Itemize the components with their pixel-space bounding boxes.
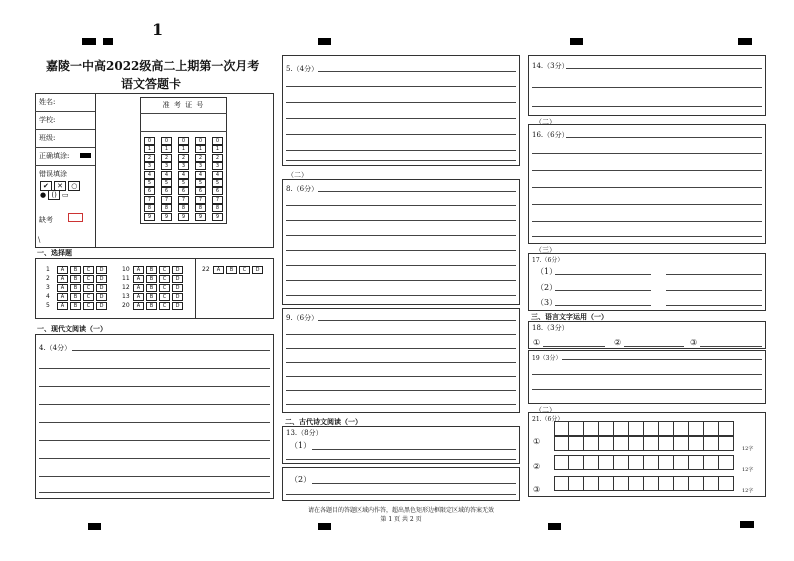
answer-line[interactable] (286, 134, 516, 135)
option-bubble[interactable]: C (159, 284, 170, 292)
part2a-title: （二） (287, 171, 308, 179)
answer-line[interactable] (532, 106, 762, 107)
divider (140, 131, 227, 132)
registration-mark (103, 38, 113, 45)
option-bubble[interactable]: C (83, 284, 94, 292)
q21-3-limit: 12字 (742, 488, 754, 494)
option-bubble[interactable]: A (57, 275, 68, 283)
registration-mark (318, 38, 331, 45)
answer-line[interactable] (286, 404, 516, 405)
q9-label: 9.（6分） (286, 314, 319, 322)
answer-line[interactable] (312, 449, 516, 450)
exam-id-digit-bubble[interactable]: 2 (161, 154, 172, 162)
dot-mark-icon: ● (40, 191, 47, 199)
exam-id-digit-bubble[interactable]: 9 (212, 213, 223, 221)
exam-id-digit-bubble[interactable]: 5 (144, 179, 155, 187)
answer-line[interactable] (286, 334, 516, 335)
registration-mark (738, 38, 752, 45)
option-bubble[interactable]: B (70, 275, 81, 283)
exam-id-digit-bubble[interactable]: 1 (144, 145, 155, 153)
q21-1-char-grid-row2[interactable] (554, 436, 734, 451)
answer-line[interactable] (312, 483, 516, 484)
answer-line[interactable] (39, 422, 270, 423)
option-bubble[interactable]: B (70, 302, 81, 310)
exam-id-digit-bubble[interactable]: 8 (195, 204, 206, 212)
answer-line[interactable] (532, 389, 762, 390)
q17-answer-box (528, 253, 766, 311)
answer-line[interactable] (666, 305, 762, 306)
answer-line[interactable] (532, 374, 762, 375)
exam-id-digit-bubble[interactable]: 4 (144, 171, 155, 179)
answer-line[interactable] (286, 150, 516, 151)
q21-3-label: ③ (533, 485, 541, 494)
q21-1-limit: 12字 (742, 446, 754, 452)
answer-line[interactable] (286, 376, 516, 377)
exam-id-digit-bubble[interactable]: 3 (178, 162, 189, 170)
exam-id-digit-bubble[interactable]: 5 (212, 179, 223, 187)
exam-id-digit-bubble[interactable]: 5 (161, 179, 172, 187)
option-bubble[interactable]: B (226, 266, 237, 274)
option-bubble[interactable]: D (172, 275, 183, 283)
exam-id-digit-bubble[interactable]: 0 (195, 137, 206, 145)
option-bubble[interactable]: C (83, 302, 94, 310)
option-bubble[interactable]: A (213, 266, 224, 274)
option-bubble[interactable]: C (159, 293, 170, 301)
exam-id-digit-bubble[interactable]: 1 (212, 145, 223, 153)
q18-1-label: ① (533, 338, 541, 347)
circle-mark-icon: ○ (68, 181, 80, 191)
option-bubble[interactable]: D (172, 284, 183, 292)
q18-label: 18.（3分） (532, 324, 569, 332)
q13-2-label: （2） (290, 475, 312, 484)
q21-2-limit: 12字 (742, 467, 754, 473)
exam-id-digit-bubble[interactable]: 9 (161, 213, 172, 221)
option-bubble[interactable]: B (70, 293, 81, 301)
footer-notice: 请在各题目的答题区域内作答，超出黑色矩形边框限定区域的答案无效 (307, 507, 494, 514)
registration-mark (740, 521, 754, 528)
exam-id-digit-bubble[interactable]: 3 (212, 162, 223, 170)
option-bubble[interactable]: C (159, 302, 170, 310)
option-bubble[interactable]: C (83, 275, 94, 283)
exam-id-digit-bubble[interactable]: 7 (161, 196, 172, 204)
answer-line[interactable] (286, 280, 516, 281)
exam-id-digit-bubble[interactable]: 3 (161, 162, 172, 170)
answer-line[interactable] (286, 102, 516, 103)
option-bubble[interactable]: D (172, 266, 183, 274)
answer-line[interactable] (286, 265, 516, 266)
question-number: 4 (46, 293, 50, 300)
check-mark-icon: ✔ (40, 181, 52, 191)
q16-label: 16.（6分） (532, 131, 569, 139)
exam-id-digit-bubble[interactable]: 0 (212, 137, 223, 145)
q17-1-label: （1） (536, 267, 558, 276)
q21-1-label: ① (533, 437, 541, 446)
answer-line[interactable] (39, 492, 270, 493)
exam-id-digit-bubble[interactable]: 6 (144, 187, 155, 195)
exam-id-digit-bubble[interactable]: 9 (144, 213, 155, 221)
exam-id-digit-bubble[interactable]: 9 (178, 213, 189, 221)
option-bubble[interactable]: D (96, 293, 107, 301)
exam-id-digit-bubble[interactable]: 7 (144, 196, 155, 204)
q16-answer-box (528, 124, 766, 244)
answer-line[interactable] (532, 221, 762, 222)
bracket-mark-icon: () (48, 190, 59, 200)
option-bubble[interactable]: A (57, 302, 68, 310)
question-number: 1 (46, 266, 50, 273)
q17-label: 17.（6分） (532, 257, 564, 264)
question-number: 20 (122, 302, 130, 309)
q8-answer-box (282, 179, 520, 305)
exam-id-digit-bubble[interactable]: 1 (178, 145, 189, 153)
q21-1-char-grid[interactable] (554, 421, 734, 436)
question-number: 11 (122, 275, 130, 282)
correct-fill-label: 正确填涂: (39, 152, 70, 160)
option-bubble[interactable]: A (57, 284, 68, 292)
answer-line[interactable] (532, 170, 762, 171)
answer-line[interactable] (39, 440, 270, 441)
exam-id-digit-bubble[interactable]: 7 (178, 196, 189, 204)
exam-id-digit-bubble[interactable]: 3 (195, 162, 206, 170)
choice-question-row (122, 266, 185, 274)
exam-id-digit-bubble[interactable]: 0 (144, 137, 155, 145)
answer-line[interactable] (286, 235, 516, 236)
exam-id-digit-bubble[interactable]: 5 (195, 179, 206, 187)
exam-id-digit-bubble[interactable]: 7 (195, 196, 206, 204)
question-number: 13 (122, 293, 130, 300)
q9-answer-box (282, 308, 520, 413)
q8-label: 8.（6分） (286, 185, 319, 193)
answer-line[interactable] (39, 476, 270, 477)
choice-question-row (46, 275, 109, 283)
answer-line[interactable] (286, 118, 516, 119)
answer-line[interactable] (286, 160, 516, 161)
q21-2-char-grid[interactable] (554, 455, 734, 470)
answer-line[interactable] (318, 71, 516, 72)
correct-fill-example (80, 153, 91, 158)
option-bubble[interactable]: B (146, 302, 157, 310)
wrong-fill-examples (40, 182, 80, 200)
answer-line[interactable] (566, 137, 762, 138)
exam-id-digit-bubble[interactable]: 1 (161, 145, 172, 153)
answer-line[interactable] (555, 274, 651, 275)
exam-id-digit-bubble[interactable]: 6 (178, 187, 189, 195)
answer-line[interactable] (532, 87, 762, 88)
answer-line[interactable] (286, 390, 516, 391)
divider (35, 147, 95, 148)
modern-reading-title: 一、现代文阅读（一） (37, 324, 107, 333)
q21-label: 21.（6分） (532, 416, 564, 423)
question-number: 5 (46, 302, 50, 309)
exam-id-digit-bubble[interactable]: 2 (212, 154, 223, 162)
class-label: 班级: (39, 134, 56, 142)
answer-line[interactable] (286, 295, 516, 296)
choice-question-row (46, 284, 109, 292)
q5-label: 5.（4分） (286, 65, 319, 73)
answer-line[interactable] (555, 290, 651, 291)
answer-line[interactable] (624, 346, 684, 347)
option-bubble[interactable]: B (146, 275, 157, 283)
answer-line[interactable] (532, 236, 762, 237)
option-bubble[interactable]: D (96, 302, 107, 310)
school-label: 学校: (39, 116, 56, 124)
choice-question-row (122, 302, 185, 310)
exam-id-digit-bubble[interactable]: 2 (195, 154, 206, 162)
q14-label: 14.（3分） (532, 62, 569, 70)
cross-mark-icon: ✕ (54, 181, 66, 191)
registration-mark (88, 523, 101, 530)
answer-line[interactable] (532, 204, 762, 205)
answer-line[interactable] (318, 191, 516, 192)
q18-3-label: ③ (690, 338, 698, 347)
dash-mark-icon: ▭ (62, 191, 69, 199)
answer-line[interactable] (543, 346, 605, 347)
question-number: 12 (122, 284, 130, 291)
option-bubble[interactable]: A (133, 284, 144, 292)
exam-id-digit-bubble[interactable]: 0 (178, 137, 189, 145)
choice-question-row (46, 302, 109, 310)
answer-line[interactable] (39, 458, 270, 459)
option-bubble[interactable]: C (83, 293, 94, 301)
exam-id-digit-bubble[interactable]: 3 (144, 162, 155, 170)
registration-mark (318, 523, 331, 530)
option-bubble[interactable]: D (172, 302, 183, 310)
registration-mark (548, 523, 561, 530)
answer-line[interactable] (286, 494, 516, 495)
question-number: 3 (46, 284, 50, 291)
exam-id-digit-bubble[interactable]: 6 (212, 187, 223, 195)
answer-line[interactable] (532, 187, 762, 188)
page-subtitle: 语文答题卡 (121, 77, 182, 91)
answer-line[interactable] (286, 220, 516, 221)
option-bubble[interactable]: B (146, 284, 157, 292)
exam-id-digit-bubble[interactable]: 8 (144, 204, 155, 212)
name-label: 姓名: (39, 98, 56, 106)
q18-2-label: ② (614, 338, 622, 347)
answer-line[interactable] (566, 68, 762, 69)
q13-label: 13.（8分） (286, 429, 323, 437)
part2b-title: （二） (535, 118, 556, 126)
q17-3-label: （3） (536, 298, 558, 307)
q13-2-box (282, 467, 520, 501)
option-bubble[interactable]: D (96, 275, 107, 283)
divider (140, 113, 227, 114)
exam-id-digit-bubble[interactable]: 6 (161, 187, 172, 195)
answer-line[interactable] (666, 290, 762, 291)
answer-line[interactable] (39, 404, 270, 405)
answer-line[interactable] (286, 86, 516, 87)
choice-question-row (46, 266, 109, 274)
answer-line[interactable] (286, 250, 516, 251)
option-bubble[interactable]: B (70, 266, 81, 274)
option-bubble[interactable]: C (239, 266, 250, 274)
option-bubble[interactable]: D (96, 266, 107, 274)
q21-3-char-grid[interactable] (554, 476, 734, 491)
exam-id-digit-bubble[interactable]: 8 (161, 204, 172, 212)
page-title: 嘉陵一中高2022级高二上期第一次月考 (46, 59, 260, 73)
exam-id-digit-bubble[interactable]: 4 (195, 171, 206, 179)
exam-id-digit-bubble[interactable]: 7 (212, 196, 223, 204)
option-bubble[interactable]: D (96, 284, 107, 292)
choice-section-title: 一、选择题 (37, 248, 72, 257)
exam-id-digit-bubble[interactable]: 6 (195, 187, 206, 195)
divider (35, 111, 95, 112)
exam-id-digit-bubble[interactable]: 8 (178, 204, 189, 212)
answer-line[interactable] (39, 386, 270, 387)
q21-2-label: ② (533, 462, 541, 471)
footer-page: 第 1 页 共 2 页 (380, 516, 422, 523)
answer-line[interactable] (318, 320, 516, 321)
part3-title: （三） (535, 246, 556, 254)
exam-id-digit-bubble[interactable]: 4 (178, 171, 189, 179)
option-bubble[interactable]: A (133, 266, 144, 274)
option-bubble[interactable]: D (252, 266, 263, 274)
question-number: 2 (46, 275, 50, 282)
divider (95, 93, 96, 248)
exam-id-digit-bubble[interactable]: 0 (161, 137, 172, 145)
exam-id-digit-bubble[interactable]: 4 (212, 171, 223, 179)
choice-question-row (46, 293, 109, 301)
q13-1-label: （1） (290, 441, 312, 450)
choice-question-row (122, 284, 185, 292)
q17-2-label: （2） (536, 283, 558, 292)
option-bubble[interactable]: A (133, 302, 144, 310)
ancient-poetry-title: 二、古代诗文阅读（一） (285, 417, 362, 426)
registration-mark (82, 38, 96, 45)
answer-line[interactable] (286, 205, 516, 206)
option-bubble[interactable]: C (159, 266, 170, 274)
answer-line[interactable] (39, 368, 270, 369)
option-bubble[interactable]: A (133, 275, 144, 283)
exam-id-digit-bubble[interactable]: 4 (161, 171, 172, 179)
option-bubble[interactable]: A (57, 266, 68, 274)
answer-line[interactable] (286, 362, 516, 363)
divider (35, 165, 95, 166)
choice-question-row (202, 266, 265, 274)
divider (35, 129, 95, 130)
option-bubble[interactable]: A (57, 293, 68, 301)
wrong-fill-label: 错误填涂 (39, 170, 67, 178)
answer-line[interactable] (286, 459, 516, 460)
exam-id-digit-bubble[interactable]: 9 (195, 213, 206, 221)
question-number: 22 (202, 266, 210, 273)
q4-label: 4.（4分） (39, 344, 72, 352)
slash-mark: \ (38, 236, 41, 244)
exam-id-digit-bubble[interactable]: 8 (212, 204, 223, 212)
choice-question-row (122, 275, 185, 283)
answer-line[interactable] (562, 359, 762, 360)
option-bubble[interactable]: D (172, 293, 183, 301)
absent-checkbox[interactable] (68, 213, 83, 222)
option-bubble[interactable]: C (83, 266, 94, 274)
question-number: 10 (122, 266, 130, 273)
answer-line[interactable] (286, 348, 516, 349)
exam-id-digit-bubble[interactable]: 2 (144, 154, 155, 162)
answer-line[interactable] (72, 350, 270, 351)
option-bubble[interactable]: B (70, 284, 81, 292)
page-mark-number: 1 (152, 20, 164, 39)
choice-question-row (122, 293, 185, 301)
option-bubble[interactable]: B (146, 266, 157, 274)
q4-answer-box (35, 334, 274, 499)
answer-line[interactable] (666, 274, 762, 275)
answer-line[interactable] (700, 346, 762, 347)
divider (195, 258, 196, 319)
language-use-title: 三、语言文字运用（一） (531, 312, 608, 321)
registration-mark (570, 38, 583, 45)
option-bubble[interactable]: C (159, 275, 170, 283)
answer-line[interactable] (555, 305, 651, 306)
part2c-title: （二） (535, 406, 556, 414)
option-bubble[interactable]: A (133, 293, 144, 301)
exam-id-digit-bubble[interactable]: 5 (178, 179, 189, 187)
exam-id-digit-bubble[interactable]: 2 (178, 154, 189, 162)
answer-line[interactable] (532, 153, 762, 154)
option-bubble[interactable]: B (146, 293, 157, 301)
exam-id-digit-bubble[interactable]: 1 (195, 145, 206, 153)
exam-id-title: 准 考 证 号 (162, 101, 205, 109)
absent-label: 缺考 (39, 216, 53, 224)
q19-label: 19（3分） (532, 355, 562, 362)
